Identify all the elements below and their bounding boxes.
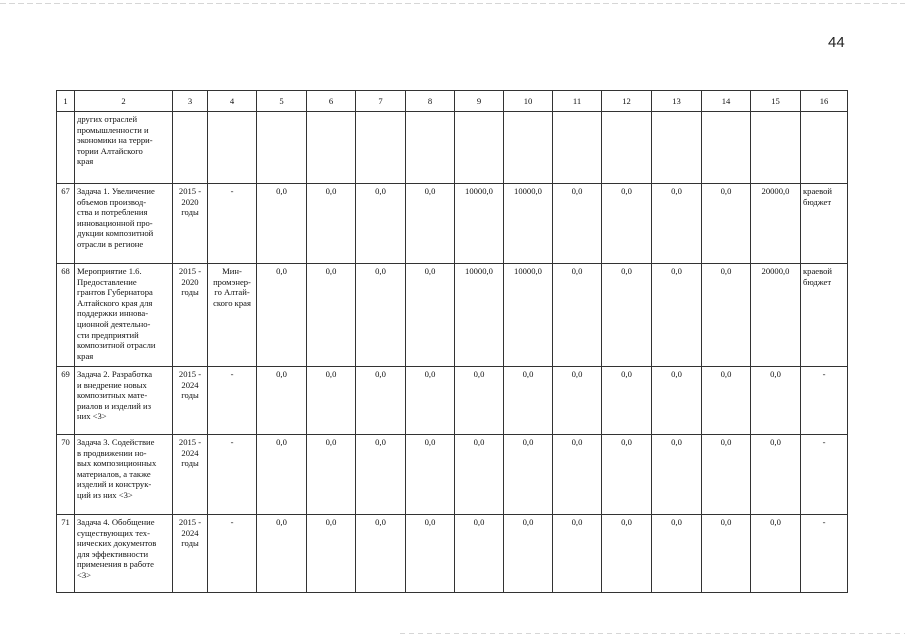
row-value-col-10 xyxy=(504,112,553,184)
row-value-col-14-text: 0,0 xyxy=(720,437,732,447)
row-value-col-12 xyxy=(602,112,652,184)
row-value-col-7-text: 0,0 xyxy=(375,517,386,527)
header-cell-3: 3 xyxy=(173,91,208,112)
row-period-text: 2015 - 2024 годы xyxy=(178,517,202,549)
row-value-col-13 xyxy=(652,367,702,435)
row-executor xyxy=(208,435,257,515)
header-cell-12: 12 xyxy=(602,91,652,112)
row-value-col-8-text: 0,0 xyxy=(424,437,436,447)
row-value-col-9-text: 0,0 xyxy=(473,437,485,447)
row-value-col-6 xyxy=(307,264,356,367)
table-row xyxy=(57,367,848,435)
row-executor xyxy=(208,184,257,264)
row-value-col-9 xyxy=(455,112,504,184)
row-value-col-5 xyxy=(257,367,307,435)
row-value-col-8-text: 0,0 xyxy=(424,517,436,527)
row-value-col-8-text: 0,0 xyxy=(424,186,436,196)
row-name xyxy=(75,435,173,515)
row-value-col-7 xyxy=(356,184,406,264)
row-value-col-15-text: 0,0 xyxy=(770,437,781,447)
header-cell-9: 9 xyxy=(455,91,504,112)
row-value-col-8 xyxy=(406,515,455,593)
row-value-col-5 xyxy=(257,264,307,367)
row-value-col-14 xyxy=(702,367,751,435)
header-cell-16: 16 xyxy=(801,91,848,112)
scan-artifact-top xyxy=(0,3,905,4)
row-value-col-15-text: 0,0 xyxy=(770,517,781,527)
row-value-col-11-text: 0,0 xyxy=(571,369,583,379)
row-funding-source-text: краевой бюджет xyxy=(803,186,832,207)
row-name xyxy=(75,367,173,435)
row-value-col-12 xyxy=(602,184,652,264)
row-value-col-9-text: 10000,0 xyxy=(465,186,493,196)
row-value-col-6 xyxy=(307,515,356,593)
row-value-col-11 xyxy=(553,435,602,515)
row-value-col-6 xyxy=(307,184,356,264)
row-value-col-13-text: 0,0 xyxy=(671,186,682,196)
row-value-col-10-text: 10000,0 xyxy=(514,186,542,196)
row-value-col-7 xyxy=(356,264,406,367)
row-value-col-8-text: 0,0 xyxy=(424,266,436,276)
row-value-col-9-text: 0,0 xyxy=(473,517,485,527)
table-row xyxy=(57,184,848,264)
row-name xyxy=(75,112,173,184)
row-executor xyxy=(208,367,257,435)
row-value-col-15-text: 0,0 xyxy=(770,369,781,379)
row-value-col-15-text: 20000,0 xyxy=(761,266,790,276)
table-row xyxy=(57,264,848,367)
row-value-col-8-text: 0,0 xyxy=(424,369,436,379)
header-cell-13: 13 xyxy=(652,91,702,112)
row-name xyxy=(75,515,173,593)
row-value-col-13 xyxy=(652,515,702,593)
row-value-col-13-text: 0,0 xyxy=(671,437,682,447)
row-number-text: 68 xyxy=(61,266,70,276)
row-value-col-8 xyxy=(406,184,455,264)
row-value-col-11 xyxy=(553,367,602,435)
row-period xyxy=(173,184,208,264)
row-value-col-7-text: 0,0 xyxy=(375,186,386,196)
row-name xyxy=(75,264,173,367)
row-number xyxy=(57,184,75,264)
row-value-col-12-text: 0,0 xyxy=(621,266,632,276)
row-value-col-12-text: 0,0 xyxy=(621,437,632,447)
row-value-col-10 xyxy=(504,264,553,367)
row-value-col-7-text: 0,0 xyxy=(375,437,386,447)
header-cell-14: 14 xyxy=(702,91,751,112)
row-period-text: 2015 - 2024 годы xyxy=(178,437,202,469)
row-value-col-13 xyxy=(652,112,702,184)
row-name-text: Задача 3. Содействие в продвижении но- вых композиционных материалов, а также изделий и конструк- ций из них <3> xyxy=(77,437,157,500)
row-value-col-11-text: 0,0 xyxy=(571,437,583,447)
row-executor xyxy=(208,515,257,593)
row-value-col-6-text: 0,0 xyxy=(325,437,337,447)
page-number: 44 xyxy=(828,34,845,51)
table-header-row xyxy=(57,91,848,112)
row-value-col-15 xyxy=(751,435,801,515)
row-value-col-9 xyxy=(455,264,504,367)
header-cell-11: 11 xyxy=(553,91,602,112)
row-value-col-10 xyxy=(504,515,553,593)
row-value-col-5-text: 0,0 xyxy=(276,186,287,196)
row-number-text: 67 xyxy=(61,186,70,196)
row-value-col-7 xyxy=(356,515,406,593)
row-value-col-11 xyxy=(553,112,602,184)
row-value-col-10-text: 0,0 xyxy=(522,517,534,527)
row-value-col-11-text: 0,0 xyxy=(571,266,583,276)
row-period xyxy=(173,264,208,367)
header-cell-10: 10 xyxy=(504,91,553,112)
row-number xyxy=(57,515,75,593)
row-period-text: 2015 - 2020 годы xyxy=(178,266,202,298)
row-value-col-5-text: 0,0 xyxy=(276,369,287,379)
header-cell-4: 4 xyxy=(208,91,257,112)
row-name-text: Мероприятие 1.6. Предоставление грантов Губернатора Алтайского края для поддержки иннова- ционной деятельно- сти предприятий композитной отрасли края xyxy=(77,266,156,361)
row-value-col-13-text: 0,0 xyxy=(671,517,682,527)
row-executor xyxy=(208,112,257,184)
row-value-col-5 xyxy=(257,184,307,264)
row-value-col-9 xyxy=(455,435,504,515)
row-value-col-13-text: 0,0 xyxy=(671,369,682,379)
row-number xyxy=(57,264,75,367)
row-value-col-8 xyxy=(406,112,455,184)
row-value-col-12 xyxy=(602,435,652,515)
row-value-col-15-text: 20000,0 xyxy=(761,186,790,196)
row-name-text: Задача 2. Разработка и внедрение новых композитных мате- риалов и изделий из них <3> xyxy=(77,369,153,422)
row-value-col-6 xyxy=(307,367,356,435)
row-value-col-14-text: 0,0 xyxy=(720,266,732,276)
row-executor-text: - xyxy=(230,369,234,379)
row-value-col-13 xyxy=(652,184,702,264)
row-value-col-10-text: 10000,0 xyxy=(514,266,542,276)
header-cell-1: 1 xyxy=(57,91,75,112)
row-value-col-8 xyxy=(406,264,455,367)
row-value-col-6 xyxy=(307,435,356,515)
row-value-col-9-text: 0,0 xyxy=(473,369,485,379)
row-value-col-12 xyxy=(602,367,652,435)
row-funding-source xyxy=(801,515,848,593)
row-funding-source xyxy=(801,112,848,184)
header-cell-8: 8 xyxy=(406,91,455,112)
header-cell-7: 7 xyxy=(356,91,406,112)
row-value-col-12-text: 0,0 xyxy=(621,517,632,527)
row-value-col-14-text: 0,0 xyxy=(720,186,732,196)
row-funding-source-text: - xyxy=(822,369,826,379)
row-value-col-14 xyxy=(702,264,751,367)
row-funding-source xyxy=(801,264,848,367)
row-name xyxy=(75,184,173,264)
row-executor-text: Мин- промэнер- го Алтай- ского края xyxy=(213,266,251,308)
row-value-col-5-text: 0,0 xyxy=(276,437,287,447)
row-value-col-14 xyxy=(702,112,751,184)
program-table xyxy=(56,90,848,593)
row-value-col-15 xyxy=(751,515,801,593)
row-value-col-12 xyxy=(602,264,652,367)
row-value-col-5 xyxy=(257,515,307,593)
table-row xyxy=(57,112,848,184)
row-value-col-8 xyxy=(406,367,455,435)
row-value-col-5-text: 0,0 xyxy=(276,517,287,527)
row-value-col-9 xyxy=(455,184,504,264)
row-value-col-10 xyxy=(504,367,553,435)
row-value-col-15 xyxy=(751,264,801,367)
row-value-col-10 xyxy=(504,184,553,264)
row-value-col-14 xyxy=(702,435,751,515)
row-value-col-15 xyxy=(751,367,801,435)
row-value-col-7 xyxy=(356,112,406,184)
row-period-text: 2015 - 2024 годы xyxy=(178,369,202,401)
row-executor-text: - xyxy=(230,517,234,527)
row-value-col-13 xyxy=(652,435,702,515)
row-executor-text: - xyxy=(230,186,234,196)
row-number-text: 69 xyxy=(61,369,70,379)
row-number-text: 71 xyxy=(61,517,70,527)
row-funding-source xyxy=(801,367,848,435)
row-value-col-6-text: 0,0 xyxy=(325,186,337,196)
row-value-col-6 xyxy=(307,112,356,184)
row-value-col-14-text: 0,0 xyxy=(720,517,732,527)
row-value-col-9 xyxy=(455,367,504,435)
row-value-col-7-text: 0,0 xyxy=(375,266,386,276)
row-value-col-11-text: 0,0 xyxy=(571,517,583,527)
row-value-col-7 xyxy=(356,367,406,435)
row-value-col-11-text: 0,0 xyxy=(571,186,583,196)
row-value-col-6-text: 0,0 xyxy=(325,266,337,276)
row-value-col-12-text: 0,0 xyxy=(621,186,632,196)
row-value-col-13-text: 0,0 xyxy=(671,266,682,276)
row-value-col-15 xyxy=(751,112,801,184)
row-funding-source-text: - xyxy=(822,517,826,527)
header-cell-15: 15 xyxy=(751,91,801,112)
table-row xyxy=(57,515,848,593)
row-value-col-15 xyxy=(751,184,801,264)
row-number xyxy=(57,112,75,184)
row-funding-source-text: краевой бюджет xyxy=(803,266,832,287)
row-value-col-11 xyxy=(553,515,602,593)
row-period xyxy=(173,515,208,593)
header-cell-5: 5 xyxy=(257,91,307,112)
header-cell-2: 2 xyxy=(75,91,173,112)
row-value-col-13 xyxy=(652,264,702,367)
row-name-text: других отраслей промышленности и экономики на терри- тории Алтайского края xyxy=(77,114,153,167)
row-name-text: Задача 1. Увеличение объемов производ- ства и потребления инновационной про- дукции композитной отрасли в регионе xyxy=(77,186,155,249)
table-row xyxy=(57,435,848,515)
row-period-text: 2015 - 2020 годы xyxy=(178,186,202,218)
row-period xyxy=(173,112,208,184)
row-executor-text: - xyxy=(230,437,234,447)
row-value-col-6-text: 0,0 xyxy=(325,517,337,527)
row-value-col-5 xyxy=(257,435,307,515)
row-value-col-8 xyxy=(406,435,455,515)
row-value-col-14 xyxy=(702,184,751,264)
row-executor xyxy=(208,264,257,367)
row-period xyxy=(173,435,208,515)
row-value-col-12 xyxy=(602,515,652,593)
row-value-col-5 xyxy=(257,112,307,184)
row-value-col-10-text: 0,0 xyxy=(522,369,534,379)
scan-artifact-bottom xyxy=(400,633,905,634)
row-value-col-10-text: 0,0 xyxy=(522,437,534,447)
row-number-text: 70 xyxy=(61,437,70,447)
row-funding-source xyxy=(801,184,848,264)
row-funding-source xyxy=(801,435,848,515)
row-value-col-9-text: 10000,0 xyxy=(465,266,493,276)
row-funding-source-text: - xyxy=(822,437,826,447)
header-cell-6: 6 xyxy=(307,91,356,112)
row-name-text: Задача 4. Обобщение существующих тех- нических документов для эффективности применения в работе <3> xyxy=(77,517,157,580)
row-value-col-9 xyxy=(455,515,504,593)
row-value-col-14-text: 0,0 xyxy=(720,369,732,379)
row-value-col-14 xyxy=(702,515,751,593)
row-value-col-12-text: 0,0 xyxy=(621,369,632,379)
row-number xyxy=(57,435,75,515)
row-value-col-7 xyxy=(356,435,406,515)
row-value-col-5-text: 0,0 xyxy=(276,266,287,276)
row-value-col-11 xyxy=(553,184,602,264)
row-value-col-11 xyxy=(553,264,602,367)
row-period xyxy=(173,367,208,435)
row-value-col-10 xyxy=(504,435,553,515)
row-value-col-6-text: 0,0 xyxy=(325,369,337,379)
row-number xyxy=(57,367,75,435)
row-value-col-7-text: 0,0 xyxy=(375,369,386,379)
